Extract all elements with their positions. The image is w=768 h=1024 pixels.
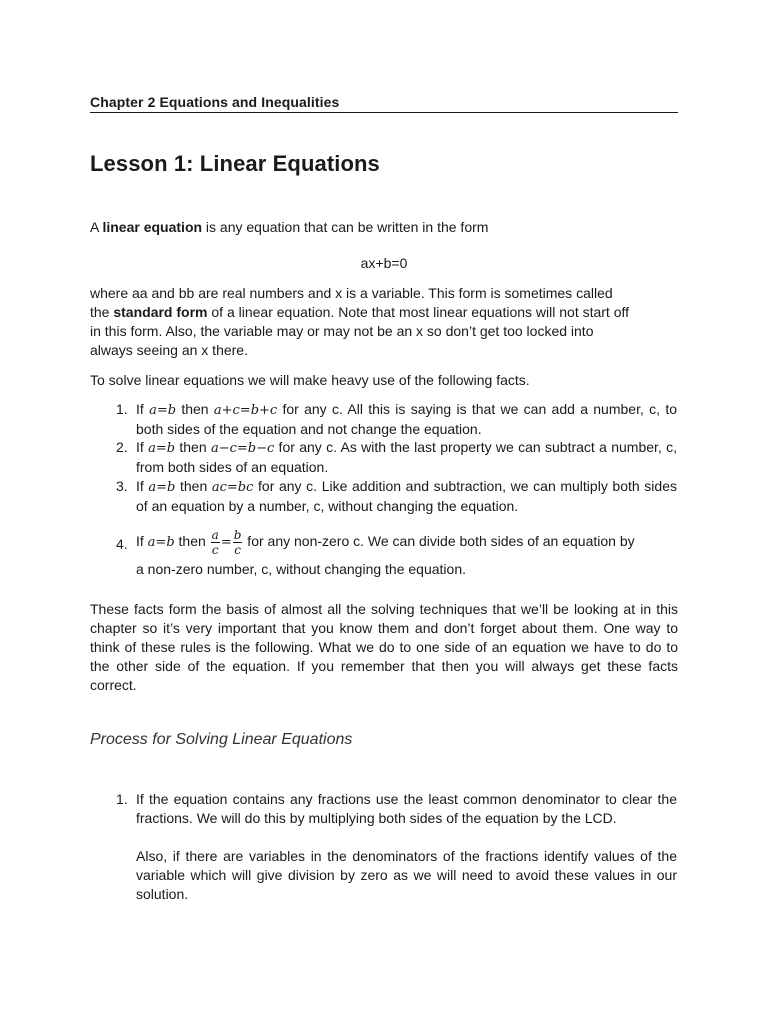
intro-suffix: is any equation that can be written in the form	[202, 219, 489, 235]
fact-post: for any c. Like addition and subtraction, we can multiply both sides of an equation by a number, c, without changing the equation.	[136, 478, 677, 514]
where-line-2-suffix: of a linear equation. Note that most linear equations will not start off	[207, 304, 630, 320]
where-line-2-prefix: the	[90, 304, 114, 320]
fact-mid: then	[175, 439, 211, 455]
where-paragraph	[90, 284, 678, 360]
where-line-3: in this form. Also, the variable may or may not be an x so don’t get too locked into	[90, 323, 594, 339]
fact-condition: a=b	[148, 441, 176, 456]
fact-body	[136, 438, 677, 477]
process-section-title: Process for Solving Linear Equations	[90, 731, 353, 748]
fraction-numerator: a	[211, 528, 219, 542]
standard-form-equation: ax+b=0	[360, 255, 408, 271]
where-line-1: where aa and bb are real numbers and x is a variable. This form is sometimes called	[90, 285, 613, 301]
lesson-title: Lesson 1: Linear Equations	[90, 151, 380, 176]
fact-pre: If	[136, 401, 150, 417]
fact-4-line-2: a non-zero number, c, without changing the equation.	[136, 561, 466, 577]
fact-4-line-1	[136, 528, 677, 557]
fact-number: 3.	[116, 478, 128, 494]
fact-number: 4.	[116, 536, 128, 552]
fact-post: for any c. All this is saying is that we can add a number, c, to both sides of the equation and not change the equation.	[136, 401, 677, 437]
fact-body	[136, 477, 677, 516]
fraction-denominator: c	[234, 543, 241, 557]
fact-result: a−c=b−c	[210, 441, 275, 456]
where-line-2	[90, 303, 678, 322]
fact-body	[136, 400, 677, 439]
fact-condition: a=b	[147, 535, 175, 551]
fraction-b-over-c	[233, 528, 243, 557]
fact-mid: then	[174, 533, 210, 550]
fact-result: ac=bc	[211, 480, 254, 495]
fact-pre: If	[136, 533, 148, 550]
fact-mid: then	[175, 478, 212, 494]
linear-equation-term: linear equation	[102, 219, 203, 235]
fact-condition: a=b	[149, 403, 177, 418]
fact-pre: If	[136, 439, 149, 455]
fact-result: a+c=b+c	[213, 403, 278, 418]
step-number: 1.	[116, 791, 128, 807]
standard-form-term: standard form	[113, 304, 208, 320]
intro-paragraph	[90, 218, 678, 237]
fraction-denominator: c	[211, 543, 219, 557]
step-text: If the equation contains any fractions use the least common denominator to clear the fractions. We will do this by multiplying both sides of the equation by the LCD.	[136, 791, 677, 826]
fact-condition: a=b	[148, 480, 176, 495]
fraction-numerator: b	[233, 528, 242, 542]
fraction-a-over-c	[211, 528, 220, 557]
fact-pre: If	[136, 478, 149, 494]
fact-mid: then	[176, 401, 214, 417]
fact-number: 1.	[116, 401, 128, 417]
fact-post: for any c. As with the last property we can subtract a number, c, from both sides of an equation.	[136, 439, 677, 475]
facts-summary-paragraph: These facts form the basis of almost all the solving techniques that we’ll be looking at in this chapter so it’s very important that you know them and don’t forget about them. One way to think of these rules is the following. What we do to one side of an equation we have to do to the other side of the equation. If you remember that then you will always get these facts correct.	[90, 601, 678, 693]
fraction-equals: =	[220, 535, 232, 551]
step-body	[136, 790, 677, 904]
where-line-4: always seeing an x there.	[90, 342, 248, 358]
step-note: Also, if there are variables in the denominators of the fractions identify values of the variable which will give division by zero as we will need to avoid these values in our solution.	[136, 848, 677, 902]
intro-prefix: A	[90, 219, 103, 235]
facts-intro: To solve linear equations we will make heavy use of the following facts.	[90, 372, 530, 388]
fact-number: 2.	[116, 439, 128, 455]
fact-body	[136, 528, 677, 579]
fact-post: for any non-zero c. We can divide both sides of an equation by	[243, 533, 635, 550]
chapter-header: Chapter 2 Equations and Inequalities	[90, 94, 678, 113]
